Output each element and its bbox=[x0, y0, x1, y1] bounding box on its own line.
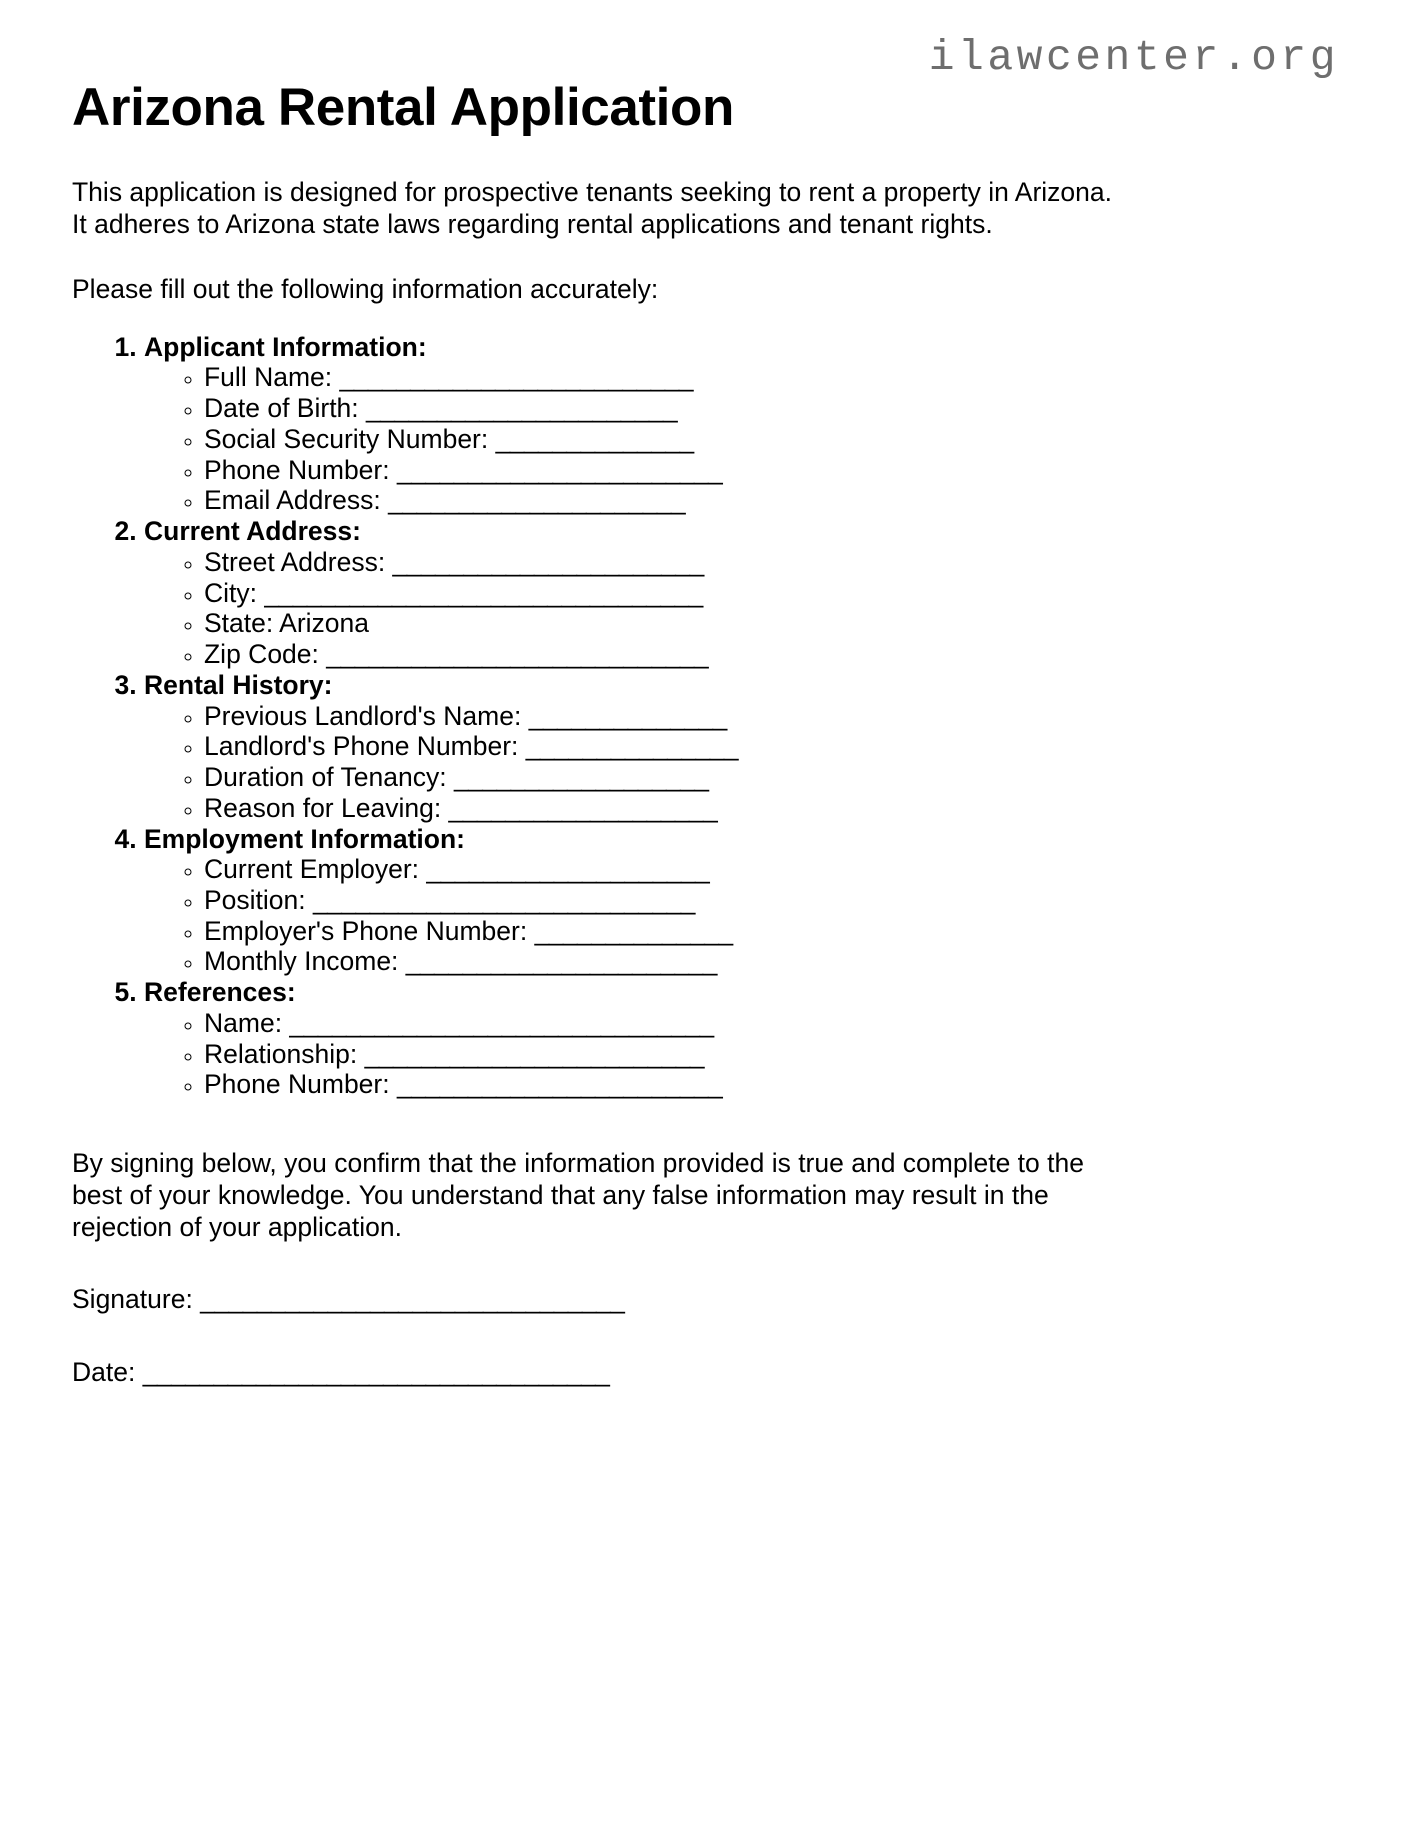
form-field-label: Social Security Number: bbox=[204, 423, 496, 454]
date-label: Date: bbox=[72, 1357, 143, 1388]
form-field-label: Relationship: bbox=[204, 1038, 365, 1069]
form-field-blank[interactable]: _____________________ bbox=[388, 485, 686, 516]
form-section bbox=[144, 332, 1339, 516]
form-field-list bbox=[144, 362, 1339, 516]
form-field-label: Zip Code: bbox=[204, 639, 327, 670]
form-field-blank[interactable]: ___________________ bbox=[448, 792, 718, 823]
date-blank[interactable]: _________________________________ bbox=[142, 1357, 610, 1388]
closing-line-2: best of your knowledge. You understand that any false information may result in the bbox=[72, 1179, 1049, 1210]
instruction-paragraph: Please fill out the following information accurately: bbox=[72, 273, 659, 304]
form-field-list bbox=[144, 701, 1339, 824]
form-field-blank[interactable]: _______________ bbox=[525, 731, 738, 762]
form-field-row bbox=[204, 916, 1339, 947]
form-field-blank[interactable]: _______________________ bbox=[396, 454, 723, 485]
form-field-blank[interactable]: ________________________ bbox=[364, 1038, 704, 1069]
form-field-row bbox=[204, 362, 1339, 393]
form-field-blank[interactable]: ____________________ bbox=[426, 854, 710, 885]
form-field-row bbox=[204, 578, 1339, 609]
form-field-list bbox=[144, 547, 1339, 670]
form-field-blank[interactable]: ______________ bbox=[534, 915, 733, 946]
form-field-blank[interactable]: ______________ bbox=[528, 700, 727, 731]
form-field-label: Landlord's Phone Number: bbox=[204, 731, 526, 762]
form-field-blank[interactable]: _______________________________ bbox=[264, 577, 703, 608]
form-field-label: Street Address: bbox=[204, 546, 393, 577]
form-field-label: Name: bbox=[204, 1007, 290, 1038]
intro-line-1: This application is designed for prospective tenants seeking to rent a property in Arizona. bbox=[72, 177, 1112, 208]
form-field-label: Phone Number: bbox=[204, 454, 397, 485]
form-field-blank[interactable]: ______________________ bbox=[392, 546, 704, 577]
form-field-label: Phone Number: bbox=[204, 1069, 397, 1100]
form-field-row bbox=[204, 639, 1339, 670]
intro-paragraph bbox=[72, 177, 1162, 241]
form-section-heading: Employment Information: bbox=[144, 823, 465, 854]
form-section-heading: References: bbox=[144, 977, 296, 1008]
form-section bbox=[144, 977, 1339, 1100]
form-field-label: Monthly Income: bbox=[204, 946, 406, 977]
form-field-row bbox=[204, 547, 1339, 578]
form-field-label: Full Name: bbox=[204, 362, 340, 393]
form-field-label: Email Address: bbox=[204, 485, 389, 516]
form-sections-list bbox=[72, 332, 1339, 1100]
closing-line-3: rejection of your application. bbox=[72, 1211, 402, 1242]
form-field-row bbox=[204, 793, 1339, 824]
form-field-row bbox=[204, 424, 1339, 455]
form-field-blank[interactable]: ______________________ bbox=[366, 393, 678, 424]
form-section-heading: Rental History: bbox=[144, 669, 333, 700]
signature-label: Signature: bbox=[72, 1283, 201, 1314]
form-field-list bbox=[144, 854, 1339, 977]
form-field-blank[interactable]: _________________________ bbox=[339, 362, 693, 393]
signature-blank[interactable]: ______________________________ bbox=[200, 1283, 625, 1314]
form-field-row bbox=[204, 946, 1339, 977]
form-field-row bbox=[204, 731, 1339, 762]
form-field-row bbox=[204, 608, 1339, 639]
form-field-label: Reason for Leaving: bbox=[204, 792, 449, 823]
form-field-row bbox=[204, 1039, 1339, 1070]
form-field-label: State: Arizona bbox=[204, 608, 369, 639]
form-section-heading: Applicant Information: bbox=[144, 331, 427, 362]
intro-line-2: It adheres to Arizona state laws regarding rental applications and tenant rights. bbox=[72, 209, 993, 240]
site-watermark: ilawcenter.org bbox=[928, 33, 1339, 82]
page-title: Arizona Rental Application bbox=[72, 78, 734, 137]
signature-line bbox=[72, 1284, 1339, 1316]
form-field-label: Date of Birth: bbox=[204, 393, 367, 424]
form-field-label: Employer's Phone Number: bbox=[204, 915, 535, 946]
form-field-row bbox=[204, 455, 1339, 486]
form-field-row bbox=[204, 1008, 1339, 1039]
form-field-label: City: bbox=[204, 577, 265, 608]
form-field-row bbox=[204, 701, 1339, 732]
form-field-row bbox=[204, 393, 1339, 424]
form-field-blank[interactable]: ___________________________ bbox=[326, 639, 708, 670]
form-section-heading: Current Address: bbox=[144, 516, 361, 547]
form-field-blank[interactable]: ___________________________ bbox=[313, 884, 695, 915]
form-field-row bbox=[204, 1069, 1339, 1100]
form-field-list bbox=[144, 1008, 1339, 1100]
form-section bbox=[144, 670, 1339, 824]
form-field-row bbox=[204, 885, 1339, 916]
closing-paragraph bbox=[72, 1148, 1152, 1243]
form-field-row bbox=[204, 762, 1339, 793]
form-field-blank[interactable]: ______________ bbox=[495, 423, 694, 454]
form-field-label: Duration of Tenancy: bbox=[204, 762, 454, 793]
form-field-label: Current Employer: bbox=[204, 854, 427, 885]
date-line bbox=[72, 1357, 1339, 1389]
form-field-blank[interactable]: __________________ bbox=[453, 762, 709, 793]
form-field-blank[interactable]: _______________________ bbox=[396, 1069, 723, 1100]
closing-line-1: By signing below, you confirm that the information provided is true and complete to the bbox=[72, 1148, 1084, 1179]
form-field-blank[interactable]: ______________________ bbox=[405, 946, 717, 977]
form-field-row bbox=[204, 485, 1339, 516]
form-field-row bbox=[204, 854, 1339, 885]
form-section bbox=[144, 516, 1339, 670]
form-field-label: Previous Landlord's Name: bbox=[204, 700, 529, 731]
form-field-label: Position: bbox=[204, 884, 314, 915]
form-field-blank[interactable]: ______________________________ bbox=[289, 1007, 714, 1038]
form-section bbox=[144, 824, 1339, 978]
